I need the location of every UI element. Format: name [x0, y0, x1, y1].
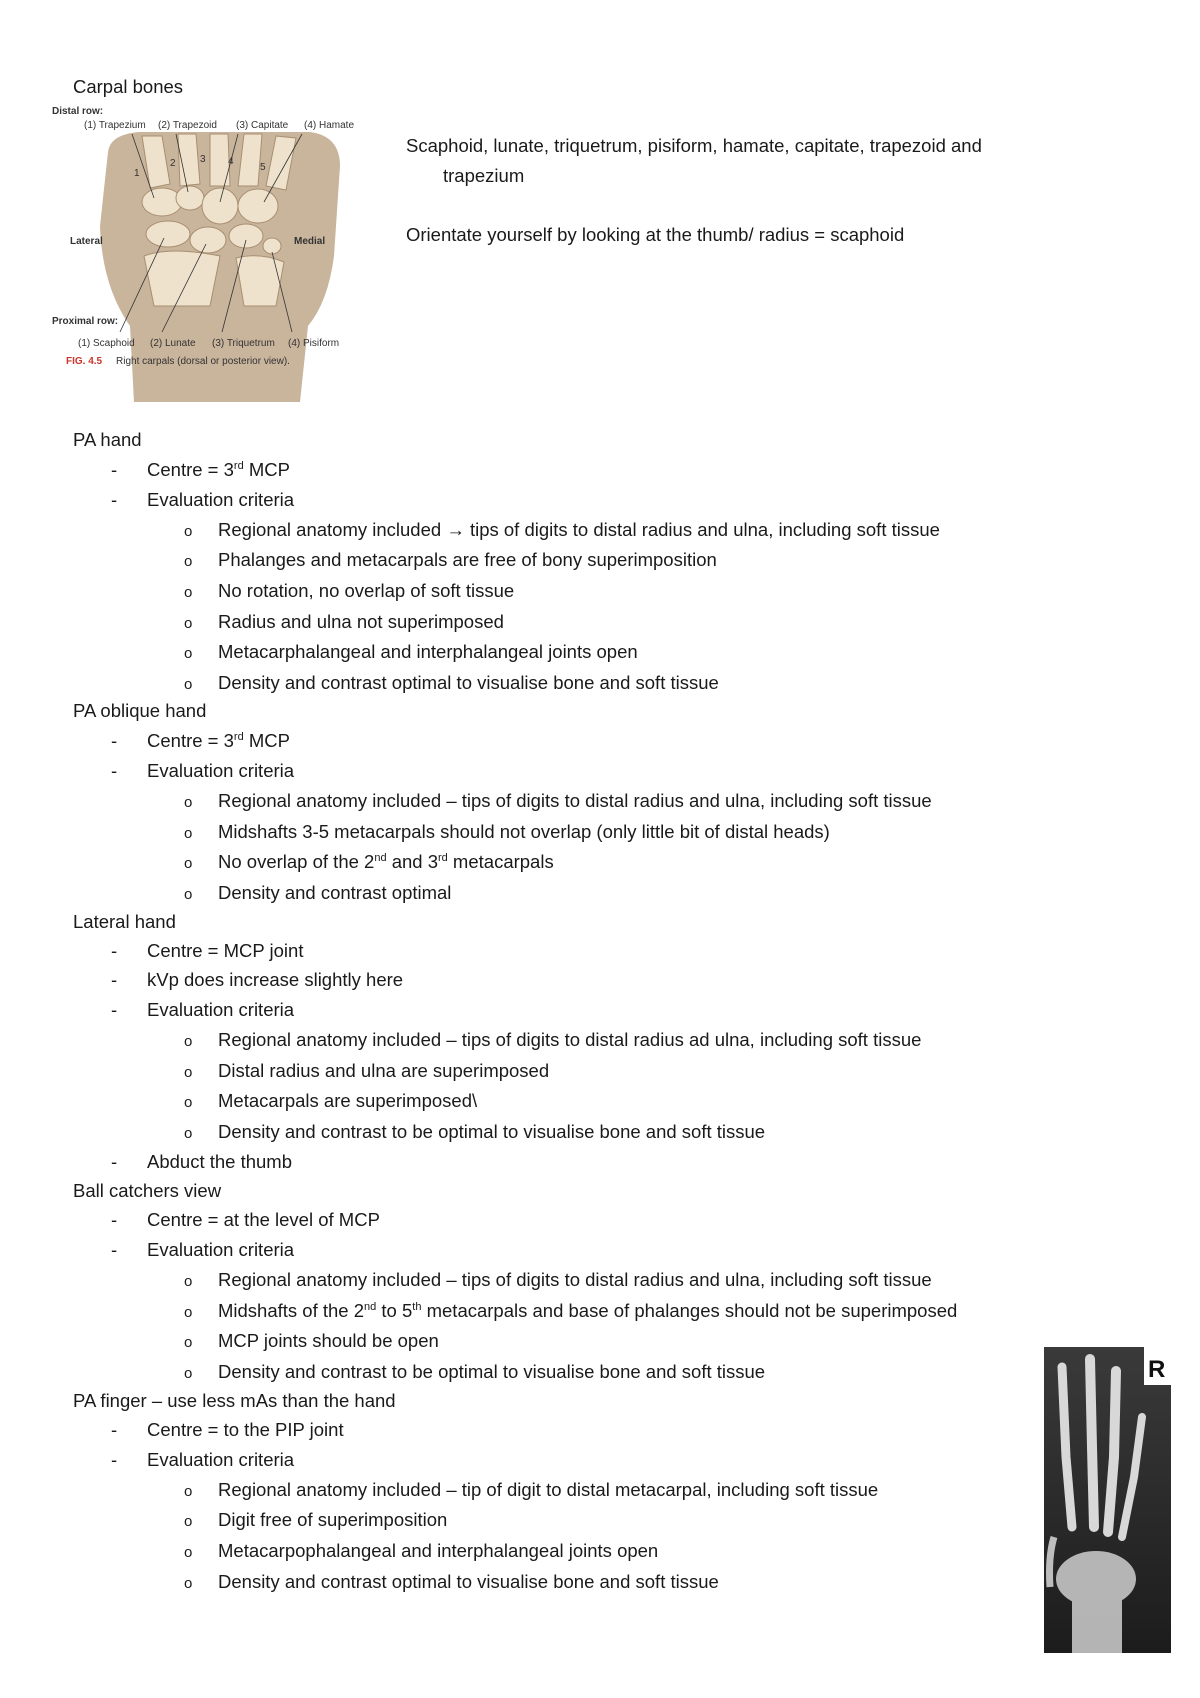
- criteria-item: o Phalanges and metacarpals are free of bony superimposition: [184, 549, 717, 570]
- carpal-bones-diagram: [50, 106, 392, 402]
- orientation-tip: Orientate yourself by looking at the thumb/ radius = scaphoid: [406, 224, 905, 245]
- lunate-shape: [190, 227, 226, 253]
- criteria-item: o Metacarpals are superimposed\: [184, 1090, 478, 1111]
- list-item: - Evaluation criteria: [111, 1449, 295, 1470]
- metacarpal-shape: [210, 134, 230, 186]
- bone-number: 4: [228, 156, 234, 167]
- criteria-item: o No overlap of the 2nd and 3rd metacarpals: [184, 851, 554, 872]
- criteria-item: o Radius and ulna not superimposed: [184, 611, 504, 632]
- criteria-item: o Regional anatomy included – tips of digits to distal radius and ulna, including soft tissue: [184, 790, 932, 811]
- page-title: Carpal bones: [73, 76, 184, 97]
- scaphoid-shape: [146, 221, 190, 247]
- list-item: - kVp does increase slightly here: [111, 969, 404, 990]
- capitate-shape: [202, 188, 238, 224]
- distal-bone-label: (1) Trapezium: [84, 120, 146, 131]
- bone-number: 2: [170, 158, 176, 169]
- trapezoid-shape: [176, 186, 204, 210]
- list-item: - Evaluation criteria: [111, 1239, 295, 1260]
- figure-caption: Right carpals (dorsal or posterior view).: [116, 356, 290, 367]
- radius-shape: [144, 251, 220, 306]
- criteria-item: o Midshafts of the 2nd to 5th metacarpals and base of phalanges should not be superimposed: [184, 1300, 958, 1321]
- proximal-bone-label: (2) Lunate: [150, 338, 196, 349]
- section-heading-ball-catchers: Ball catchers view: [73, 1180, 222, 1201]
- distal-row-label: Distal row:: [52, 106, 104, 117]
- hamate-shape: [238, 189, 278, 223]
- criteria-item: o Digit free of superimposition: [184, 1509, 448, 1530]
- criteria-item: o Density and contrast optimal to visualise bone and soft tissue: [184, 672, 719, 693]
- criteria-item: o Metacarphalangeal and interphalangeal joints open: [184, 641, 638, 662]
- wrist-region: [1072, 1597, 1122, 1653]
- section-heading-lateral: Lateral hand: [73, 911, 176, 932]
- section-heading-pa-finger: PA finger – use less mAs than the hand: [73, 1390, 396, 1411]
- finger-bone: [1090, 1359, 1094, 1527]
- section-heading-pa-hand: PA hand: [73, 429, 142, 450]
- criteria-item: o Density and contrast optimal to visualise bone and soft tissue: [184, 1571, 719, 1592]
- figure-label: FIG. 4.5: [66, 356, 103, 367]
- list-item: - Evaluation criteria: [111, 760, 295, 781]
- lateral-label: Lateral: [70, 236, 103, 247]
- list-item: - Centre = 3rd MCP: [111, 459, 290, 480]
- list-item: - Evaluation criteria: [111, 999, 295, 1020]
- carpal-list-text: [406, 131, 1086, 191]
- criteria-item: o Regional anatomy included → tips of digits to distal radius and ulna, including soft tissue: [184, 519, 940, 540]
- medial-label: Medial: [294, 236, 326, 247]
- criteria-item: o No rotation, no overlap of soft tissue: [184, 580, 515, 601]
- triquetrum-shape: [229, 224, 263, 248]
- distal-bone-label: (2) Trapezoid: [158, 120, 217, 131]
- list-item: - Centre = at the level of MCP: [111, 1209, 380, 1230]
- criteria-item: o Regional anatomy included – tips of digits to distal radius ad ulna, including soft tissue: [184, 1029, 922, 1050]
- carpal-list-line: Scaphoid, lunate, triquetrum, pisiform, hamate, capitate, trapezoid and: [406, 135, 982, 156]
- ulna-shape: [236, 256, 284, 306]
- criteria-item: o Metacarpophalangeal and interphalangeal joints open: [184, 1540, 659, 1561]
- criteria-item: o Density and contrast to be optimal to visualise bone and soft tissue: [184, 1361, 766, 1382]
- hand-xray-image: [1044, 1347, 1171, 1653]
- criteria-item: o Regional anatomy included – tips of digits to distal radius and ulna, including soft tissue: [184, 1269, 932, 1290]
- proximal-row-label: Proximal row:: [52, 316, 119, 327]
- criteria-item: o Density and contrast to be optimal to visualise bone and soft tissue: [184, 1121, 766, 1142]
- carpal-list-continuation: trapezium: [443, 165, 525, 186]
- criteria-item: o Midshafts 3-5 metacarpals should not overlap (only little bit of distal heads): [184, 821, 830, 842]
- criteria-item: o Regional anatomy included – tip of digit to distal metacarpal, including soft tissue: [184, 1479, 879, 1500]
- arrow-icon: →: [446, 519, 465, 540]
- criteria-item: o Density and contrast optimal: [184, 882, 452, 903]
- proximal-bone-label: (3) Triquetrum: [212, 338, 275, 349]
- distal-bone-label: (4) Hamate: [304, 120, 355, 131]
- list-item: - Centre = to the PIP joint: [111, 1419, 344, 1440]
- list-item: - Evaluation criteria: [111, 489, 295, 510]
- bone-number: 5: [260, 162, 266, 173]
- list-item: - Centre = MCP joint: [111, 940, 304, 961]
- bone-number: 3: [200, 154, 206, 165]
- proximal-bone-label: (4) Pisiform: [288, 338, 340, 349]
- pisiform-shape: [263, 238, 281, 254]
- section-heading-pa-oblique: PA oblique hand: [73, 700, 207, 721]
- list-item: - Abduct the thumb: [111, 1151, 293, 1172]
- trapezium-shape: [142, 188, 182, 216]
- distal-bone-label: (3) Capitate: [236, 120, 289, 131]
- criteria-item: o MCP joints should be open: [184, 1330, 439, 1351]
- proximal-bone-label: (1) Scaphoid: [78, 338, 135, 349]
- criteria-item: o Distal radius and ulna are superimposed: [184, 1060, 550, 1081]
- side-marker: R: [1148, 1356, 1166, 1383]
- list-item: - Centre = 3rd MCP: [111, 730, 290, 751]
- bone-number: 1: [134, 168, 140, 179]
